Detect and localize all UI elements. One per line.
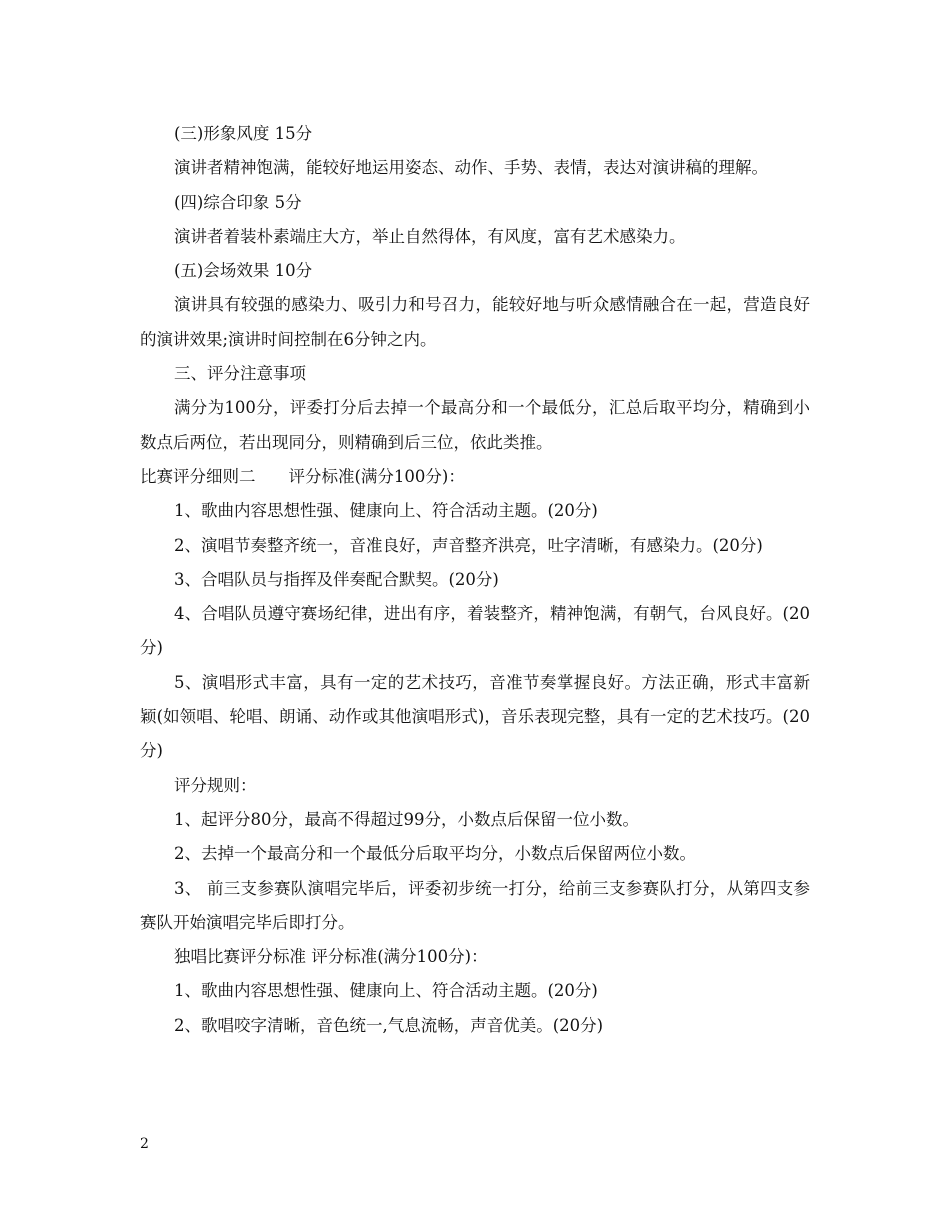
paragraph: 满分为100分，评委打分后去掉一个最高分和一个最低分，汇总后取平均分，精确到小数点后两位，若出现同分，则精确到后三位，依此类推。: [140, 398, 810, 452]
list-item: 4、合唱队员遵守赛场纪律，进出有序，着装整齐，精神饱满，有朝气，台风良好。(20分): [140, 604, 810, 658]
subsection-heading: 比赛评分细则二 评分标准(满分100分)：: [140, 466, 465, 486]
list-item: 2、演唱节奏整齐统一，音准良好，声音整齐洪亮，吐字清晰，有感染力。(20分): [174, 535, 763, 555]
list-item: 2、去掉一个最高分和一个最低分后取平均分，小数点后保留两位小数。: [174, 844, 696, 864]
subsection-heading: 独唱比赛评分标准 评分标准(满分100分)：: [174, 947, 488, 967]
paragraph: (三)形象风度 15分: [174, 124, 313, 143]
page-number: 2: [140, 1136, 149, 1152]
list-item: 1、歌曲内容思想性强、健康向上、符合活动主题。(20分): [174, 501, 598, 521]
list-item: 1、歌曲内容思想性强、健康向上、符合活动主题。(20分): [174, 981, 598, 1001]
page-body: [140, 117, 810, 1043]
rules-heading: 评分规则：: [174, 775, 257, 795]
list-item: 5、演唱形式丰富，具有一定的艺术技巧，音准节奏掌握良好。方法正确，形式丰富新颖(如领唱、轮唱、朗诵、动作或其他演唱形式)，音乐表现完整，具有一定的艺术技巧。(20分): [140, 672, 810, 761]
paragraph: (四)综合印象 5分: [174, 192, 302, 212]
list-item: 3、 前三支参赛队演唱完毕后，评委初步统一打分，给前三支参赛队打分，从第四支参赛队开始演唱完毕后即打分。: [140, 878, 810, 932]
list-item: 3、合唱队员与指挥及伴奏配合默契。(20分): [174, 569, 499, 589]
section-heading: 三、评分注意事项: [174, 364, 306, 384]
list-item: 1、起评分80分，最高不得超过99分，小数点后保留一位小数。: [174, 809, 639, 829]
paragraph: 演讲者精神饱满，能较好地运用姿态、动作、手势、表情，表达对演讲稿的理解。: [174, 158, 768, 178]
paragraph: (五)会场效果 10分: [174, 261, 313, 281]
list-item: 2、歌唱咬字清晰，音色统一,气息流畅，声音优美。(20分): [174, 1015, 604, 1035]
paragraph: 演讲者着装朴素端庄大方，举止自然得体，有风度，富有艺术感染力。: [174, 226, 686, 246]
paragraph: 演讲具有较强的感染力、吸引力和号召力，能较好地与听众感情融合在一起，营造良好的演讲效果;演讲时间控制在6分钟之内。: [140, 295, 810, 349]
